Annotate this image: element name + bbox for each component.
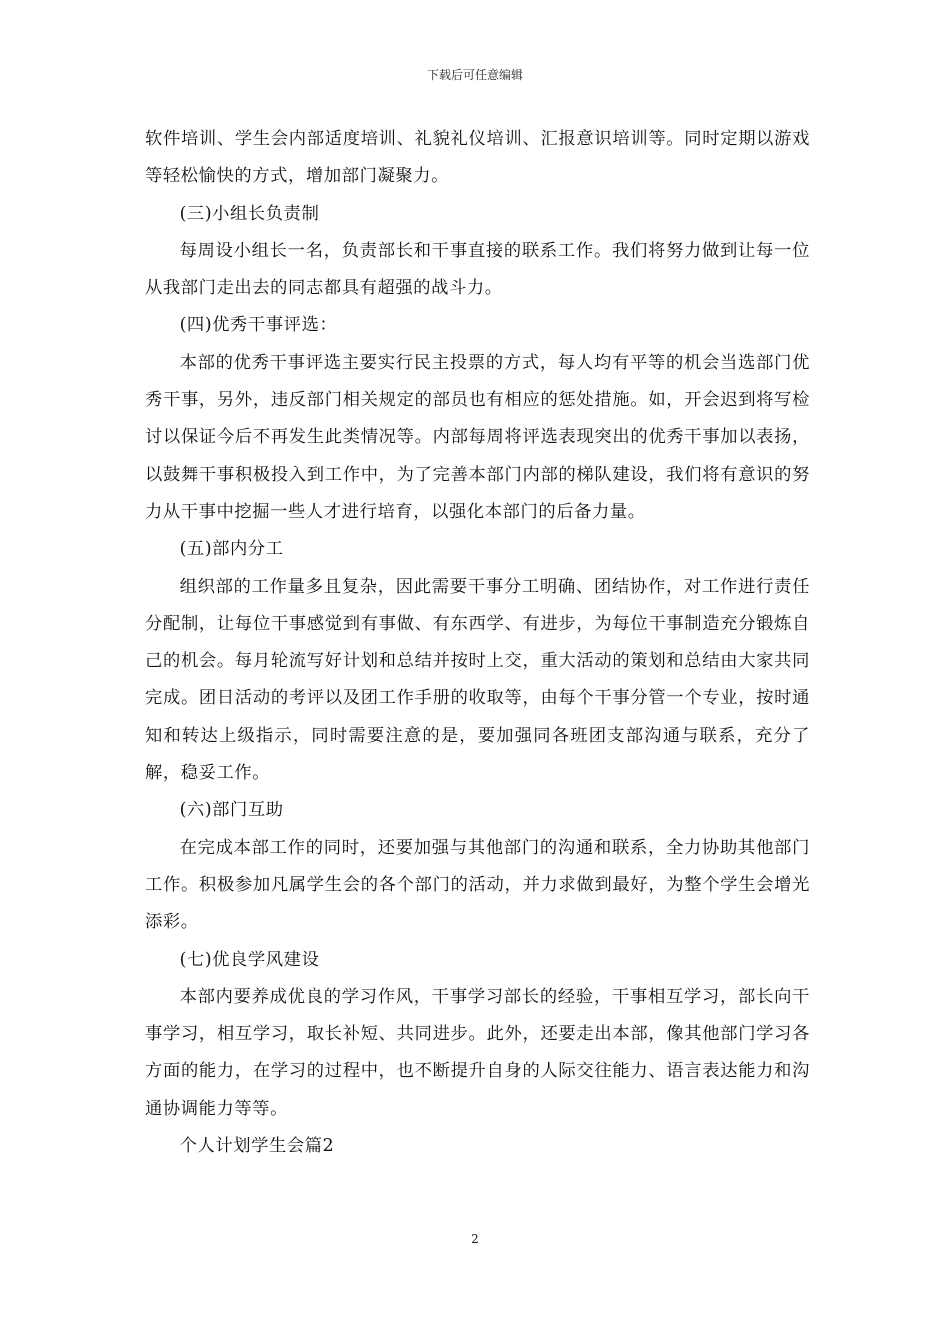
- article-title: 个人计划学生会篇2: [179, 1136, 335, 1157]
- section-heading: (六)部门互助: [179, 800, 284, 821]
- page-header: 下载后可任意编辑: [426, 68, 523, 82]
- document-body: [145, 121, 810, 1165]
- section-heading: (七)优良学风建设: [179, 949, 320, 970]
- section-heading: (五)部内分工: [179, 539, 284, 560]
- page-number: 2: [471, 1232, 479, 1246]
- section-heading: (四)优秀干事评选：: [179, 315, 338, 336]
- paragraph: 组织部的工作量多且复杂，因此需要干事分工明确、团结协作，对工作进行责任分配制，让每位干事感觉到有事做、有东西学、有进步，为每位干事制造充分锻炼自己的机会。每月轮流写好计划和总结并按时上交，重大活动的策划和总结由大家共同完成。团日活动的考评以及团工作手册的收取等，由每个干事分管一个专业，按时通知和转达上级指示，同时需要注意的是，要加强同各班团支部沟通与联系，充分了解，稳妥工作。: [145, 576, 810, 784]
- paragraph: 在完成本部工作的同时，还要加强与其他部门的沟通和联系，全力协助其他部门工作。积极参加凡属学生会的各个部门的活动，并力求做到最好，为整个学生会增光添彩。: [145, 837, 810, 933]
- paragraph: 软件培训、学生会内部适度培训、礼貌礼仪培训、汇报意识培训等。同时定期以游戏等轻松愉快的方式，增加部门凝聚力。: [145, 129, 810, 187]
- paragraph: 本部的优秀干事评选主要实行民主投票的方式，每人均有平等的机会当选部门优秀干事，另外，违反部门相关规定的部员也有相应的惩处措施。如，开会迟到将写检讨以保证今后不再发生此类情况等。内部每周将评选表现突出的优秀干事加以表扬，以鼓舞干事积极投入到工作中，为了完善本部门内部的梯队建设，我们将有意识的努力从干事中挖掘一些人才进行培育，以强化本部门的后备力量。: [145, 352, 810, 522]
- paragraph: 每周设小组长一名，负责部长和干事直接的联系工作。我们将努力做到让每一位从我部门走出去的同志都具有超强的战斗力。: [145, 240, 810, 299]
- paragraph: 本部内要养成优良的学习作风，干事学习部长的经验，干事相互学习，部长向干事学习，相互学习，取长补短、共同进步。此外，还要走出本部，像其他部门学习各方面的能力，在学习的过程中，也不断提升自身的人际交往能力、语言表达能力和沟通协调能力等等。: [145, 986, 810, 1119]
- section-heading: (三)小组长负责制: [179, 203, 320, 224]
